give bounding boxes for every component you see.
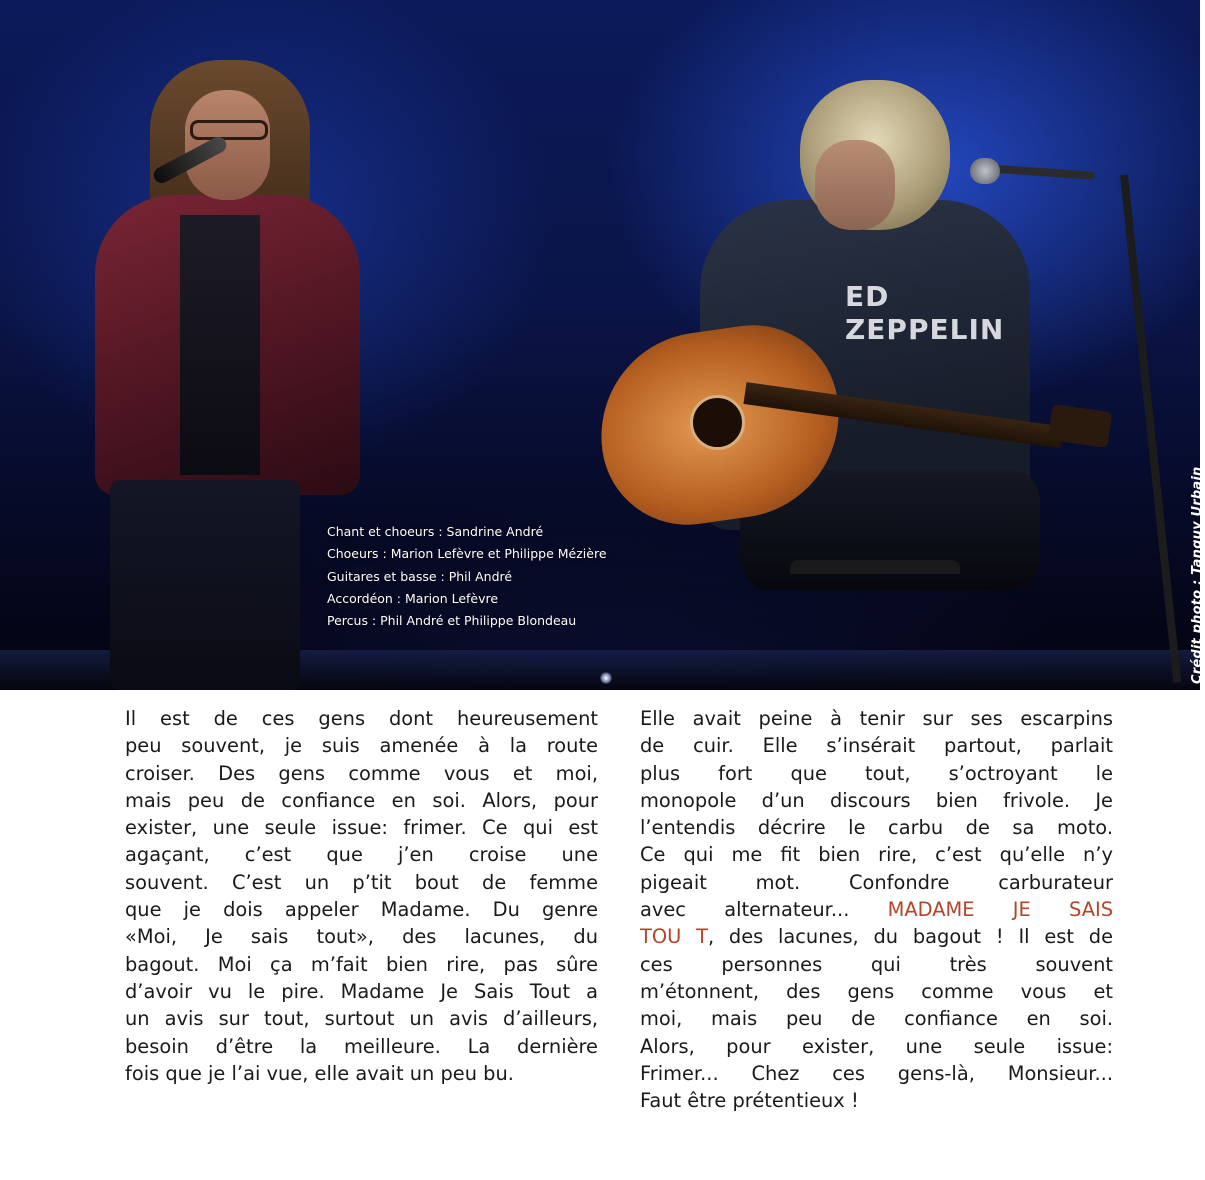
lyric-line: mais peu de confiance en soi. Alors, pour: [125, 788, 598, 812]
lyric-line: pigeait mot. Confondre carburateur: [640, 870, 1113, 894]
mic-stand-arm: [985, 164, 1095, 180]
lyric-highlight: TOU T: [640, 925, 708, 949]
credit-line: Chant et choeurs : Sandrine André: [327, 524, 544, 539]
lyric-line: m’étonnent, des gens comme vous et: [640, 979, 1113, 1003]
lyric-line: peu souvent, je suis amenée à la route: [125, 734, 598, 758]
stool: [790, 560, 960, 670]
shirt-print: ED ZEPPELIN: [845, 280, 1005, 346]
lyric-line: monopole d’un discours bien frivole. Je: [640, 788, 1113, 812]
lyric-line: de cuir. Elle s’insérait partout, parlait: [640, 734, 1113, 758]
lyric-line: Faut être prétentieux !: [640, 1089, 859, 1113]
lyric-line: agaçant, c’est que j’en croise une: [125, 843, 598, 867]
guitar-soundhole: [690, 395, 745, 450]
credit-line: Guitares et basse : Phil André: [327, 568, 513, 584]
credit-line: Accordéon : Marion Lefèvre: [327, 590, 499, 606]
lyric-line: moi, mais peu de confiance en soi.: [640, 1007, 1113, 1031]
guitarist-microphone: [970, 158, 1000, 184]
lyric-line: Il est de ces gens dont heureusement: [125, 707, 598, 730]
lyric-line: croiser. Des gens comme vous et moi,: [125, 761, 598, 785]
photo-credit: Crédit photo : Tanguy Urbain: [1190, 466, 1205, 684]
lyric-line: bagout. Moi ça m’fait bien rire, pas sûre: [125, 952, 598, 976]
lyric-line: ces personnes qui très souvent: [640, 952, 1113, 976]
singer-face: [185, 90, 270, 200]
lyrics-column-left: [125, 705, 598, 1087]
credit-line: Choeurs : Marion Lefèvre et Philippe Mézière: [327, 546, 607, 562]
lyric-line: exister, une seule issue: frimer. Ce qui est: [125, 816, 598, 840]
singer-glasses: [190, 120, 268, 140]
lyric-line: fois que je l’ai vue, elle avait un peu bu.: [125, 1061, 514, 1085]
lyric-line: Alors, pour exister, une seule issue:: [640, 1034, 1113, 1058]
stage-light: [600, 672, 612, 684]
lyric-line: que je dois appeler Madame. Du genre: [125, 898, 598, 922]
lyric-fragment: avec alternateur...: [640, 898, 888, 922]
lyric-line: besoin d’être la meilleure. La dernière: [125, 1034, 598, 1058]
lyric-line: souvent. C’est un p’tit bout de femme: [125, 870, 598, 894]
lyric-line: Elle avait peine à tenir sur ses escarpins: [640, 707, 1113, 730]
lyric-highlight: MADAME JE SAIS: [887, 898, 1114, 922]
lyric-line: un avis sur tout, surtout un avis d’ailleurs,: [125, 1007, 598, 1031]
lyric-fragment: , des lacunes, du bagout ! Il est de: [707, 925, 1113, 949]
lyric-line: Frimer... Chez ces gens-là, Monsieur...: [640, 1061, 1113, 1085]
mic-stand-pole: [1120, 175, 1181, 683]
lyric-line-mixed: [640, 896, 1113, 923]
lyric-line: «Moi, Je sais tout», des lacunes, du: [125, 925, 598, 949]
lyric-line: plus fort que tout, s’octroyant le: [640, 761, 1113, 785]
musician-credits: [327, 521, 687, 632]
lyric-line: Ce qui me fit bien rire, c’est qu’elle n’y: [640, 843, 1113, 867]
guitarist-face: [815, 140, 895, 230]
lyric-line: d’avoir vu le pire. Madame Je Sais Tout a: [125, 979, 598, 1003]
lyric-line: l’entendis décrire le carbu de sa moto.: [640, 816, 1113, 840]
lyrics-column-right: [640, 705, 1113, 1114]
lyric-line-mixed: [640, 923, 1113, 950]
singer-legs: [110, 480, 300, 690]
singer-top: [180, 215, 260, 475]
credit-line: Percus : Phil André et Philippe Blondeau: [327, 613, 577, 629]
